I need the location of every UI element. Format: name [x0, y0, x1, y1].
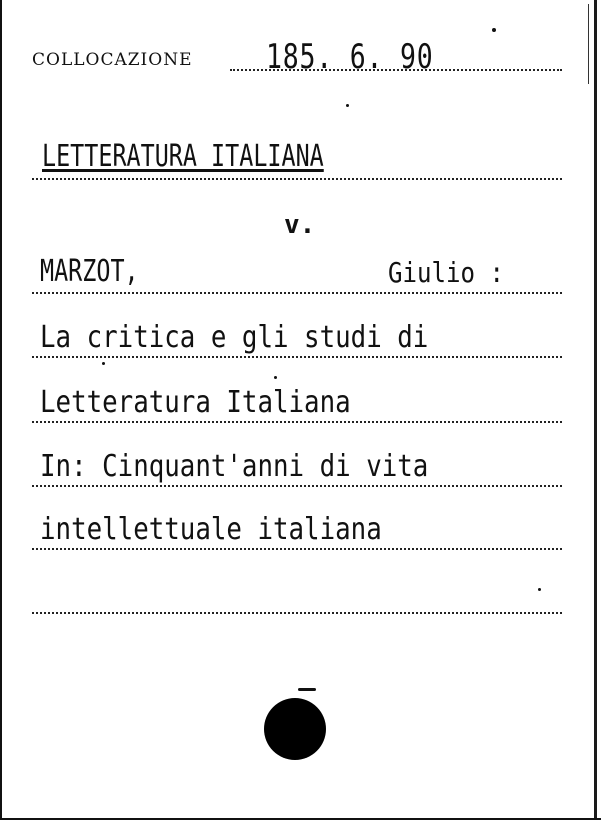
collocazione-rule [230, 69, 562, 71]
speck [298, 688, 316, 691]
volume-label: v. [284, 210, 316, 240]
collocazione-value: 185. 6. 90 [266, 37, 434, 77]
line-rule-1 [32, 356, 562, 358]
author-rule [32, 292, 562, 294]
title-line-3: In: Cinquant'anni di vita [40, 449, 429, 484]
title-line-4: intellettuale italiana [40, 512, 382, 547]
speck [274, 376, 277, 379]
speck [346, 104, 349, 107]
subject-heading: LETTERATURA ITALIANA [42, 139, 324, 174]
punch-hole [264, 698, 326, 760]
heading-rule [32, 178, 562, 180]
line-rule-4 [32, 548, 562, 550]
card-edge [594, 0, 597, 820]
card-edge-mark [588, 4, 589, 84]
blank-rule [32, 612, 562, 614]
speck [492, 28, 496, 32]
line-rule-2 [32, 421, 562, 423]
line-rule-3 [32, 485, 562, 487]
author-surname: MARZOT, [40, 254, 139, 289]
speck [538, 588, 541, 591]
title-line-2: Letteratura Italiana [40, 385, 351, 420]
author-given-name: Giulio : [388, 256, 504, 289]
title-line-1: La critica e gli studi di [40, 320, 429, 355]
speck [102, 362, 105, 365]
collocazione-label: COLLOCAZIONE [32, 50, 193, 70]
